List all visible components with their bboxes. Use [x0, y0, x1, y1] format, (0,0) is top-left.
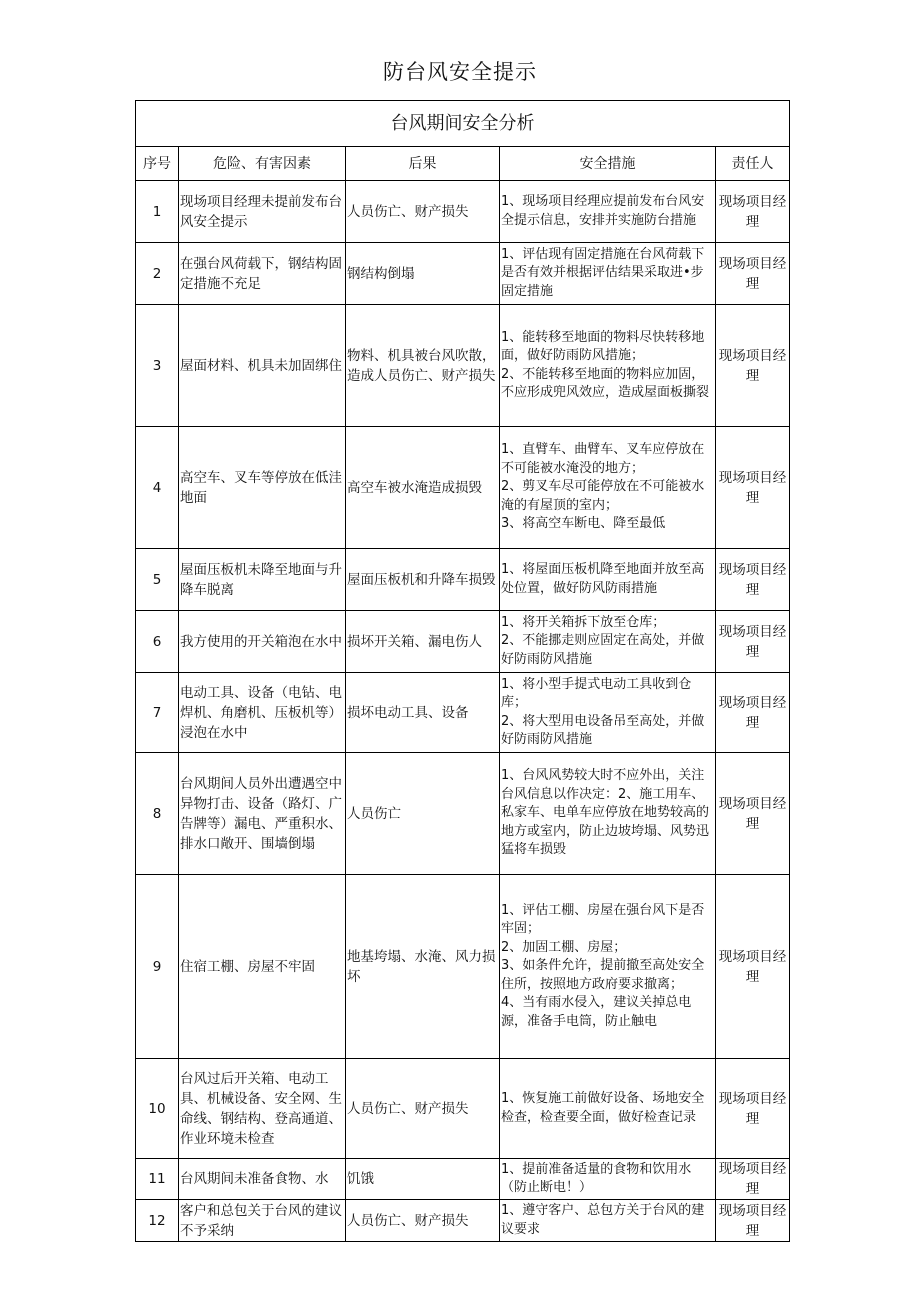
- table-caption: 台风期间安全分析: [136, 101, 790, 147]
- table-row: [136, 875, 790, 1059]
- hazard-cell: 台风过后开关箱、电动工具、机械设备、安全网、生命线、钢结构、登高通道、作业环境未检查: [179, 1059, 346, 1159]
- measures-cell: [500, 243, 716, 305]
- measure-item: 1、能转移至地面的物料尽快转移地面，做好防雨防风措施；: [501, 329, 705, 363]
- measures-cell: [500, 1200, 716, 1242]
- owner-cell: 现场项目经理: [716, 753, 790, 875]
- table-body: [136, 181, 790, 1242]
- table-row: [136, 243, 790, 305]
- measure-item: 1、遵守客户、总包方关于台风的建议要求: [501, 1203, 705, 1237]
- header-no: 序号: [136, 147, 179, 181]
- row-number: 3: [136, 305, 179, 427]
- consequence-cell: 人员伤亡、财产损失: [346, 181, 500, 243]
- table-row: [136, 305, 790, 427]
- row-number: 12: [136, 1200, 179, 1242]
- measures-cell: [500, 753, 716, 875]
- row-number: 5: [136, 549, 179, 611]
- measure-item: 1、现场项目经理应提前发布台风安全提示信息，安排并实施防台措施: [501, 194, 705, 228]
- owner-cell: 现场项目经理: [716, 1159, 790, 1200]
- measure-item: 4、当有雨水侵入，建议关掉总电源，准备手电筒，防止触电: [501, 995, 692, 1029]
- consequence-cell: 物料、机具被台风吹散，造成人员伤亡、财产损失: [346, 305, 500, 427]
- hazard-cell: 台风期间未准备食物、水: [179, 1159, 346, 1200]
- header-measures: 安全措施: [500, 147, 716, 181]
- measure-item: 1、将屋面压板机降至地面并放至高处位置，做好防风防雨措施: [501, 562, 705, 596]
- measures-cell: [500, 181, 716, 243]
- hazard-cell: 高空车、叉车等停放在低洼地面: [179, 427, 346, 549]
- row-number: 1: [136, 181, 179, 243]
- measure-item: 1、提前准备适量的食物和饮用水（防止断电！）: [501, 1161, 692, 1195]
- hazard-cell: 台风期间人员外出遭遇空中异物打击、设备（路灯、广告牌等）漏电、严重积水、排水口敞开、围墙倒塌: [179, 753, 346, 875]
- row-number: 10: [136, 1059, 179, 1159]
- measure-item: 1、评估现有固定措施在台风荷载下是否有效并根据评估结果采取进•步固定措施: [501, 246, 705, 299]
- consequence-cell: 人员伤亡、财产损失: [346, 1200, 500, 1242]
- hazard-cell: 我方使用的开关箱泡在水中: [179, 611, 346, 673]
- table-row: [136, 1059, 790, 1159]
- measure-item: 2、不能转移至地面的物料应加固，不应形成兜风效应，造成屋面板撕裂: [501, 366, 710, 400]
- consequence-cell: 钢结构倒塌: [346, 243, 500, 305]
- consequence-cell: 人员伤亡、财产损失: [346, 1059, 500, 1159]
- hazard-cell: 电动工具、设备（电钻、电焊机、角磨机、压板机等）浸泡在水中: [179, 673, 346, 753]
- owner-cell: 现场项目经理: [716, 611, 790, 673]
- safety-analysis-table: [135, 100, 790, 1242]
- measure-item: 3、如条件允许，提前撤至高处安全住所，按照地方政府要求撤离；: [501, 958, 705, 992]
- table-row: [136, 549, 790, 611]
- owner-cell: 现场项目经理: [716, 1200, 790, 1242]
- header-consequence: 后果: [346, 147, 500, 181]
- table-row: [136, 427, 790, 549]
- table-row: [136, 753, 790, 875]
- measures-cell: [500, 611, 716, 673]
- hazard-cell: 屋面材料、机具未加固绑住: [179, 305, 346, 427]
- consequence-cell: 人员伤亡: [346, 753, 500, 875]
- measures-cell: [500, 1159, 716, 1200]
- row-number: 7: [136, 673, 179, 753]
- measure-item: 1、将小型手提式电动工具收到仓库；: [501, 676, 692, 710]
- row-number: 4: [136, 427, 179, 549]
- consequence-cell: 饥饿: [346, 1159, 500, 1200]
- owner-cell: 现场项目经理: [716, 875, 790, 1059]
- measure-item: 2、将大型用电设备吊至高处，并做好防雨防风措施: [501, 713, 705, 747]
- measures-cell: [500, 427, 716, 549]
- consequence-cell: 损坏电动工具、设备: [346, 673, 500, 753]
- hazard-cell: 客户和总包关于台风的建议不予采纳: [179, 1200, 346, 1242]
- row-number: 11: [136, 1159, 179, 1200]
- measures-cell: [500, 875, 716, 1059]
- hazard-cell: 在强台风荷载下，钢结构固定措施不充足: [179, 243, 346, 305]
- owner-cell: 现场项目经理: [716, 1059, 790, 1159]
- measures-cell: [500, 1059, 716, 1159]
- measures-cell: [500, 305, 716, 427]
- measure-item: 1、直臂车、曲臂车、叉车应停放在不可能被水淹没的地方；: [501, 442, 705, 476]
- owner-cell: 现场项目经理: [716, 427, 790, 549]
- row-number: 9: [136, 875, 179, 1059]
- measures-cell: [500, 673, 716, 753]
- document-title: 防台风安全提示: [383, 60, 537, 84]
- row-number: 6: [136, 611, 179, 673]
- consequence-cell: 高空车被水淹造成损毁: [346, 427, 500, 549]
- measure-item: 1、恢复施工前做好设备、场地安全检查，检查要全面，做好检查记录: [501, 1091, 705, 1125]
- hazard-cell: 现场项目经理未提前发布台风安全提示: [179, 181, 346, 243]
- header-hazard: 危险、有害因素: [179, 147, 346, 181]
- consequence-cell: 损坏开关箱、漏电伤人: [346, 611, 500, 673]
- measures-cell: [500, 549, 716, 611]
- owner-cell: 现场项目经理: [716, 305, 790, 427]
- table-row: [136, 1200, 790, 1242]
- measure-item: 3、将高空车断电、降至最低: [501, 516, 666, 532]
- owner-cell: 现场项目经理: [716, 243, 790, 305]
- hazard-cell: 住宿工棚、房屋不牢固: [179, 875, 346, 1059]
- owner-cell: 现场项目经理: [716, 181, 790, 243]
- measure-item: 2、加固工棚、房屋；: [501, 939, 627, 955]
- consequence-cell: 地基垮塌、水淹、风力损坏: [346, 875, 500, 1059]
- measure-item: 1、将开关箱拆下放至仓库；: [501, 614, 666, 630]
- measure-item: 1、评估工棚、房屋在强台风下是否牢固；: [501, 902, 705, 937]
- hazard-cell: 屋面压板机未降至地面与升降车脱离: [179, 549, 346, 611]
- header-owner: 责任人: [716, 147, 790, 181]
- table-row: [136, 673, 790, 753]
- row-number: 2: [136, 243, 179, 305]
- measure-item: 2、不能挪走则应固定在高处，并做好防雨防风措施: [501, 633, 705, 667]
- row-number: 8: [136, 753, 179, 875]
- measure-item: 2、剪叉车尽可能停放在不可能被水淹的有屋顶的室内；: [501, 479, 705, 513]
- consequence-cell: 屋面压板机和升降车损毁: [346, 549, 500, 611]
- table-row: [136, 1159, 790, 1200]
- owner-cell: 现场项目经理: [716, 549, 790, 611]
- measure-item: 1、台风风势较大时不应外出，关注台风信息以作决定：2、施工用车、私家车、电单车应停放在地势较高的地方或室内，防止边坡垮塌、风势迅猛将车损毁: [501, 768, 710, 858]
- table-row: [136, 181, 790, 243]
- owner-cell: 现场项目经理: [716, 673, 790, 753]
- table-row: [136, 611, 790, 673]
